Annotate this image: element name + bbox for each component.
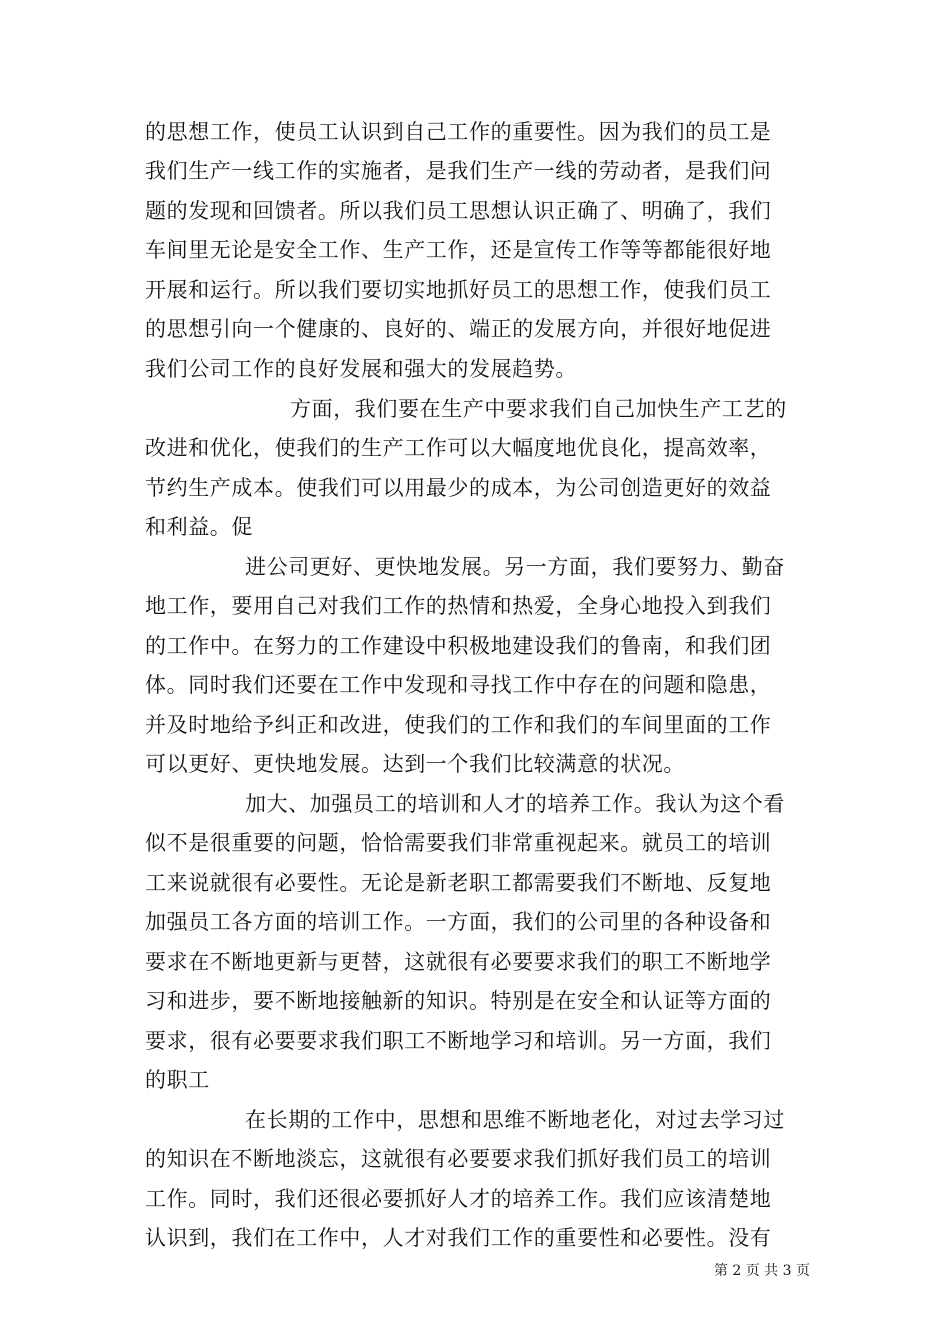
- paragraph-1-line-2: 我们生产一线工作的实施者，是我们生产一线的劳动者，是我们问: [145, 159, 772, 183]
- paragraph-5-line-3: 工作。同时，我们还很必要抓好人才的培养工作。我们应该清楚地: [145, 1187, 772, 1211]
- paragraph-4-line-2: 似不是很重要的问题，恰恰需要我们非常重视起来。就员工的培训: [145, 831, 772, 855]
- paragraph-3-line-6: 可以更好、更快地发展。达到一个我们比较满意的状况。: [145, 752, 685, 776]
- paragraph-4-line-3: 工来说就很有必要性。无论是新老职工都需要我们不断地、反复地: [145, 871, 772, 895]
- paragraph-3-line-4: 体。同时我们还要在工作中发现和寻找工作中存在的问题和隐患，: [145, 673, 772, 697]
- paragraph-1-line-6: 的思想引向一个健康的、良好的、端正的发展方向，并很好地促进: [145, 317, 772, 341]
- paragraph-2-line-4: 和利益。促: [145, 515, 253, 539]
- paragraph-2-line-2: 改进和优化，使我们的生产工作可以大幅度地优良化，提高效率，: [145, 436, 772, 460]
- paragraph-5-line-2: 的知识在不断地淡忘，这就很有必要要求我们抓好我们员工的培训: [145, 1147, 772, 1171]
- paragraph-5-line-1: 在长期的工作中，思想和思维不断地老化，对过去学习过: [245, 1108, 785, 1132]
- paragraph-2-line-3: 节约生产成本。使我们可以用最少的成本，为公司创造更好的效益: [145, 476, 772, 500]
- paragraph-1-line-7: 我们公司工作的良好发展和强大的发展趋势。: [145, 357, 577, 381]
- paragraph-4-line-6: 习和进步，要不断地接触新的知识。特别是在安全和认证等方面的: [145, 989, 772, 1013]
- paragraph-1-line-4: 车间里无论是安全工作、生产工作，还是宣传工作等等都能很好地: [145, 238, 772, 262]
- paragraph-1-line-5: 开展和运行。所以我们要切实地抓好员工的思想工作，使我们员工: [145, 278, 772, 302]
- paragraph-3-line-1: 进公司更好、更快地发展。另一方面，我们要努力、勤奋: [245, 555, 785, 579]
- paragraph-4-line-7: 要求，很有必要要求我们职工不断地学习和培训。另一方面，我们: [145, 1029, 772, 1053]
- paragraph-4-line-8: 的职工: [145, 1068, 210, 1092]
- paragraph-4-line-5: 要求在不断地更新与更替，这就很有必要要求我们的职工不断地学: [145, 950, 772, 974]
- paragraph-3-line-3: 的工作中。在努力的工作建设中积极地建设我们的鲁南，和我们团: [145, 634, 772, 658]
- paragraph-3-line-5: 并及时地给予纠正和改进，使我们的工作和我们的车间里面的工作: [145, 713, 772, 737]
- paragraph-4-line-1: 加大、加强员工的培训和人才的培养工作。我认为这个看: [245, 792, 785, 816]
- paragraph-1-line-3: 题的发现和回馈者。所以我们员工思想认识正确了、明确了，我们: [145, 199, 772, 223]
- paragraph-5-line-4: 认识到，我们在工作中，人才对我们工作的重要性和必要性。没有: [145, 1226, 772, 1250]
- paragraph-3-line-2: 地工作，要用自己对我们工作的热情和热爱，全身心地投入到我们: [145, 594, 772, 618]
- page-number-footer: 第 2 页 共 3 页: [713, 1263, 810, 1279]
- paragraph-4-line-4: 加强员工各方面的培训工作。一方面，我们的公司里的各种设备和: [145, 910, 772, 934]
- paragraph-1-line-1: 的思想工作，使员工认识到自己工作的重要性。因为我们的员工是: [145, 120, 772, 144]
- paragraph-2-line-1: 方面，我们要在生产中要求我们自己加快生产工艺的: [290, 397, 787, 421]
